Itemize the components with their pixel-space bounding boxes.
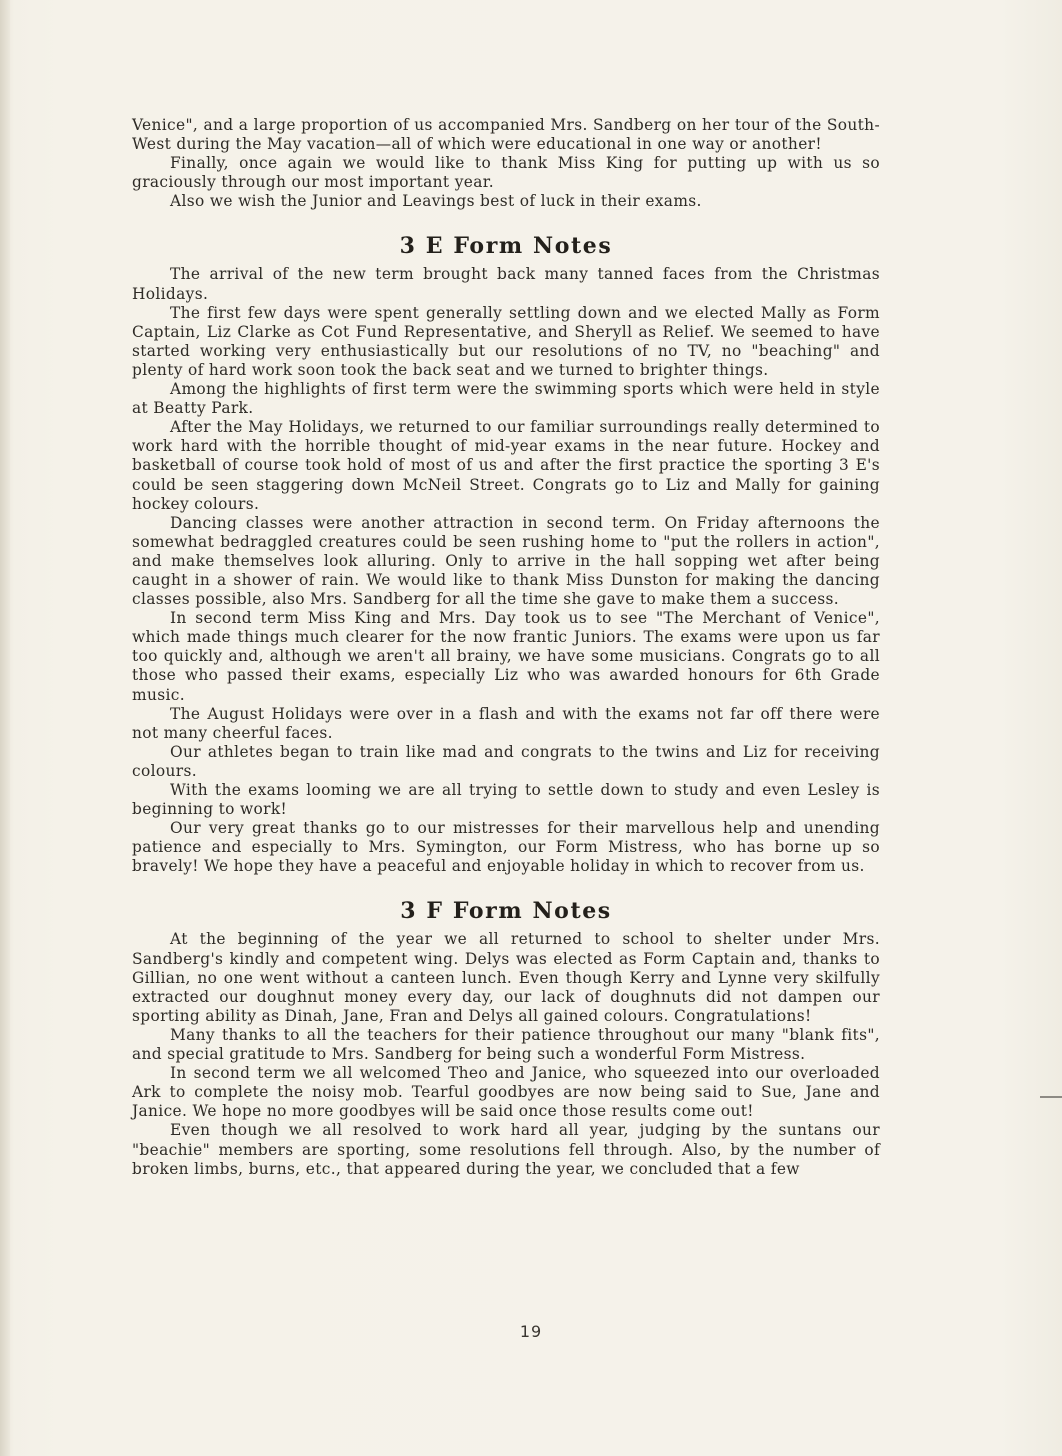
paragraph-3f: In second term we all welcomed Theo and Janice, who squeezed into our overloaded Ark to complete the noisy mob. Tearful goodbyes are now being said to Sue, Jane and Janice. We hope no more goodbyes will be said once those results come out! <box>132 1064 880 1121</box>
paragraph-3e: Among the highlights of first term were the swimming sports which were held in style at Beatty Park. <box>132 380 880 418</box>
paragraph-3e: Dancing classes were another attraction in second term. On Friday afternoons the somewhat bedraggled creatures could be seen rushing home to "put the rollers in action", and make themselves look alluring. Only to arrive in the hall sopping wet after being caught in a shower of rain. We would like to thank Miss Dunston for making the dancing classes possible, also Mrs. Sandberg for all the time she gave to make them a success. <box>132 513 880 609</box>
paragraph-3e: The arrival of the new term brought back many tanned faces from the Christmas Holidays. <box>132 265 880 303</box>
section-title-3f: 3 F Form Notes <box>400 898 612 925</box>
paragraph-3e: The August Holidays were over in a flash and with the exams not far off there were not many cheerful faces. <box>132 704 880 742</box>
page-content <box>132 116 880 1179</box>
margin-mark <box>1040 1096 1062 1098</box>
paragraph-3e: The first few days were spent generally settling down and we elected Mally as Form Captain, Liz Clarke as Cot Fund Representative, and Sheryll as Relief. We seemed to have started working very enthusiastically but our resolutions of no TV, no "beaching" and plenty of hard work soon took the back seat and we turned to brighter things. <box>132 303 880 379</box>
paragraph-3e: Our very great thanks go to our mistresses for their marvellous help and unending patience and especially to Mrs. Symington, our Form Mistress, who has borne up so bravely! We hope they have a peaceful and enjoyable holiday in which to recover from us. <box>132 819 880 876</box>
paragraph-3e: With the exams looming we are all trying to settle down to study and even Lesley is beginning to work! <box>132 781 880 819</box>
paragraph-3e: Our athletes began to train like mad and congrats to the twins and Liz for receiving colours. <box>132 742 880 780</box>
intro-paragraph: Finally, once again we would like to thank Miss King for putting up with us so graciously through our most important year. <box>132 154 880 192</box>
binding-edge <box>0 0 10 1456</box>
paragraph-3e: After the May Holidays, we returned to our familiar surroundings really determined to work hard with the horrible thought of mid-year exams in the near future. Hockey and basketball of course took hold of most of us and after the first practice the sporting 3 E's could be seen staggering down McNeil Street. Congrats go to Liz and Mally for gaining hockey colours. <box>132 418 880 513</box>
intro-section <box>132 116 880 211</box>
paragraph-3f: At the beginning of the year we all returned to school to shelter under Mrs. Sandberg's kindly and competent wing. Delys was elected as Form Captain and, thanks to Gillian, no one went without a canteen lunch. Even though Kerry and Lynne very skilfully extracted our doughnut money every day, our lack of doughnuts did not dampen our sporting ability as Dinah, Jane, Fran and Delys all gained colours. Congratulations! <box>132 930 880 1025</box>
paragraph-3f: Many thanks to all the teachers for their patience throughout our many "blank fits", and special gratitude to Mrs. Sandberg for being such a wonderful Form Mistress. <box>132 1025 880 1064</box>
page-number: 19 <box>519 1322 543 1341</box>
intro-paragraph: Venice", and a large proportion of us accompanied Mrs. Sandberg on her tour of the South-West during the May vacation—all of which were educational in one way or another! <box>132 116 880 154</box>
section-3f <box>132 930 880 1178</box>
intro-paragraph: Also we wish the Junior and Leavings best of luck in their exams. <box>170 192 702 211</box>
paragraph-3f: Even though we all resolved to work hard all year, judging by the suntans our "beachie" members are sporting, some resolutions fell through. Also, by the number of broken limbs, burns, etc., that appeared during the year, we concluded that a few <box>132 1121 880 1178</box>
paragraph-3e: In second term Miss King and Mrs. Day took us to see "The Merchant of Venice", which made things much clearer for the now frantic Juniors. The exams were upon us far too quickly and, although we aren't all brainy, we have some musicians. Congrats go to all those who passed their exams, especially Liz who was awarded honours for 6th Grade music. <box>132 609 880 704</box>
section-3e <box>132 265 880 876</box>
section-title-3e: 3 E Form Notes <box>399 233 613 260</box>
